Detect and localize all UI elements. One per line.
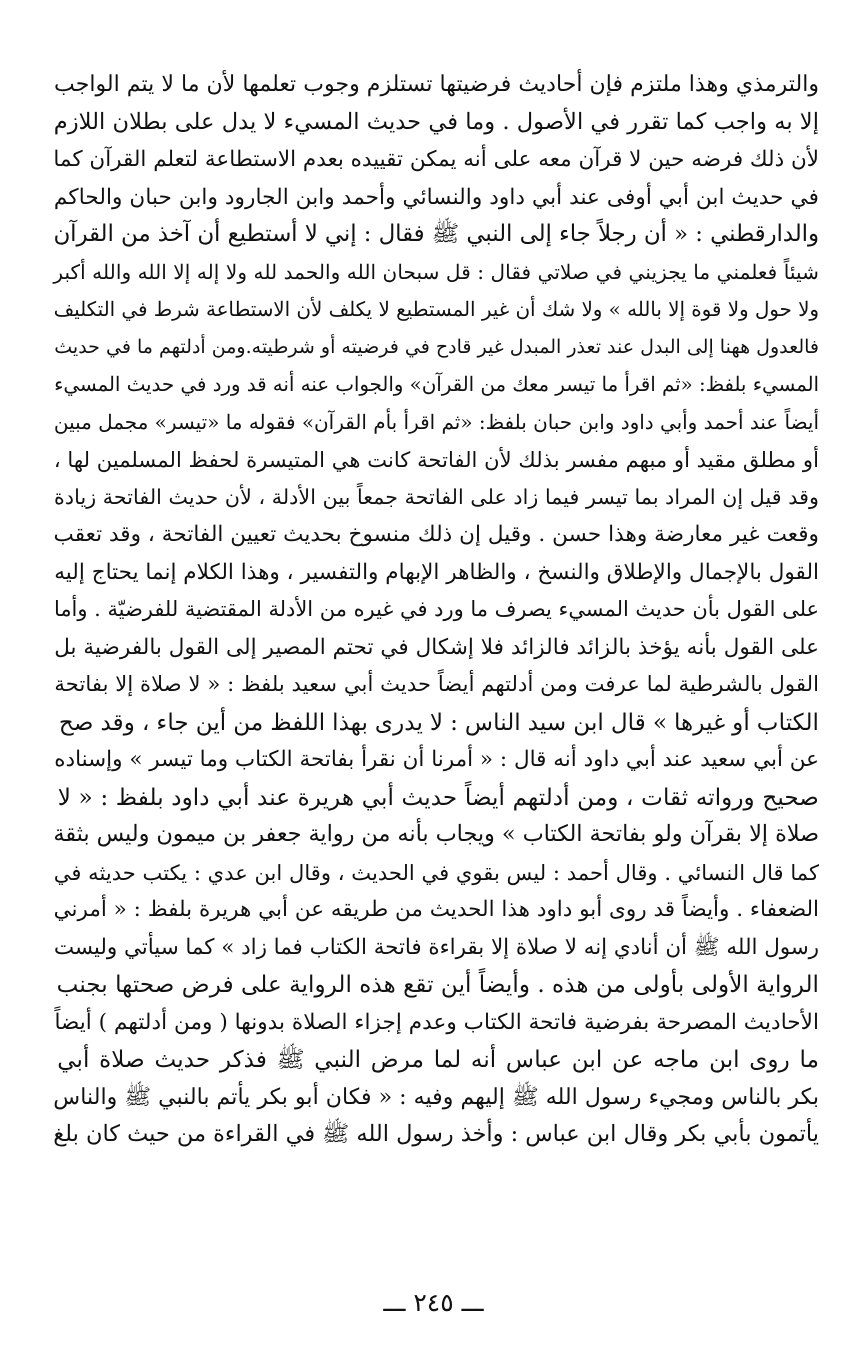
text-line: أيضاً عند أحمد وأبي داود وابن حبان بلفظ: «ثم اقرأ بأم القرآن» فقوله ما «تيسر» مجمل مبين <box>53 409 819 434</box>
text-line: والترمذي وهذا ملتزم فإن أحاديث فرضيتها تستلزم وجوب تعلمها لأن ما لا يتم الواجب <box>54 71 819 97</box>
text-line: وقد قيل إن المراد بما تيسر فيما زاد على الفاتحة جمعاً بين الأدلة ، لأن حديث الفاتحة زيادة <box>54 484 819 509</box>
text-line: في حديث ابن أبي أوفى عند أبي داود والنسائي وأحمد وابن الجارود وابن حبان والحاكم <box>53 184 819 210</box>
text-line: القول بالشرطية لما عرفت ومن أدلتهم أيضاً حديث أبي سعيد بلفظ : « لا صلاة إلا بفاتحة <box>54 672 819 697</box>
text-line: إلا به واجب كما تقرر في الأصول . وما في حديث المسيء لا يدل على بطلان اللازم <box>53 108 819 135</box>
text-line: الضعفاء . وأيضاً قد روى أبو داود هذا الحديث من طريقه عن أبي هريرة بلفظ : « أمرني <box>53 897 819 922</box>
text-line: بكر بالناس ومجيء رسول الله ﷺ إليهم وفيه : « فكان أبو بكر يأتم بالنبي ﷺ والناس <box>53 1083 819 1110</box>
text-line: ما روى ابن ماجه عن ابن عباس أنه لما مرض النبي ﷺ فذكر حديث صلاة أبي <box>57 1046 819 1073</box>
text-line: كما قال النسائي . وقال أحمد : ليس بقوي في الحديث ، وقال ابن عدي : يكتب حديثه في <box>53 859 819 885</box>
text-line: المسيء بلفظ: «ثم اقرأ ما تيسر معك من القرآن» والجواب عنه أنه قد ورد في حديث المسيء <box>54 373 819 396</box>
text-line: لأن ذلك فرضه حين لا قرآن معه على أنه يمكن تقييده بعدم الاستطاعة لتعلم القرآن كما <box>53 147 819 172</box>
text-line: شيئاً فعلمني ما يجزيني في صلاتي فقال : قل سبحان الله والحمد لله ولا إله إلا الله والله أكبر <box>53 259 819 284</box>
text-line: على القول بأن حديث المسيء يصرف ما ورد في غيره من الأدلة المقتضية للفرضيّة . وأما <box>53 597 819 621</box>
text-line: عن أبي سعيد عند أبي داود أنه قال : « أمرنا أن نقرأ بفاتحة الكتاب وما تيسر » وإسناده <box>54 747 819 772</box>
text-line: صحيح ورواته ثقات ، ومن أدلتهم أيضاً حديث أبي هريرة عند أبي داود بلفظ : « لا <box>57 783 819 811</box>
text-line: القول بالإجمال والإطلاق والنسخ ، والظاهر الإبهام والتفسير ، وهذا الكلام إنما يحتاج إليه <box>54 559 819 585</box>
text-line: صلاة إلا بقرآن ولو بفاتحة الكتاب » ويجاب بأنه من رواية جعفر بن ميمون وليس بثقة <box>53 821 819 847</box>
text-line: ولا حول ولا قوة إلا بالله » ولا شك أن غير المستطيع لا يكلف لأن الاستطاعة شرط في التكليف <box>53 298 819 321</box>
text-line: على القول بأنه يؤخذ بالزائد فالزائد فلا إشكال في تحتم المصير إلى القول بالفرضية بل <box>54 634 819 660</box>
text-line: أو مطلق مقيد أو مبهم مفسر بذلك لأن الفاتحة كانت هي المتيسرة لحفظ المسلمين لها ، <box>53 447 819 472</box>
body-text <box>50 66 819 1154</box>
page-number: ـــ ٢٤٥ ـــ <box>383 1288 484 1317</box>
text-line: فالعدول ههنا إلى البدل عند تعذر المبدل غير قادح في فرضيته أو شرطيته.ومن أدلتهم ما في حديث <box>54 335 819 358</box>
text-line: رسول الله ﷺ أن أنادي إنه لا صلاة إلا بقراءة فاتحة الكتاب فما زاد » كما سيأتي وليست <box>53 934 819 960</box>
text-line: الرواية الأولى بأولى من هذه . وأيضاً أين تقع هذه الرواية على فرض صحتها بجنب <box>56 971 819 998</box>
text-line: يأتمون بأبي بكر وقال ابن عباس : وأخذ رسول الله ﷺ في القراءة من حيث كان بلغ <box>53 1121 819 1147</box>
text-line: والدارقطني : « أن رجلاً جاء إلى النبي ﷺ فقال : إني لا أستطيع أن آخذ من القرآن <box>53 221 819 247</box>
text-line: الكتاب أو غيرها » قال ابن سيد الناس : لا يدرى بهذا اللفظ من أين جاء ، وقد صح <box>58 708 819 736</box>
text-line: الأحاديث المصرحة بفرضية فاتحة الكتاب وعدم إجزاء الصلاة بدونها ( ومن أدلتهم ) أيضاً <box>54 1009 819 1035</box>
text-line: وقعت غير معارضة وهذا حسن . وقيل إن ذلك منسوخ بحديث تعيين الفاتحة ، وقد تعقب <box>53 522 819 547</box>
